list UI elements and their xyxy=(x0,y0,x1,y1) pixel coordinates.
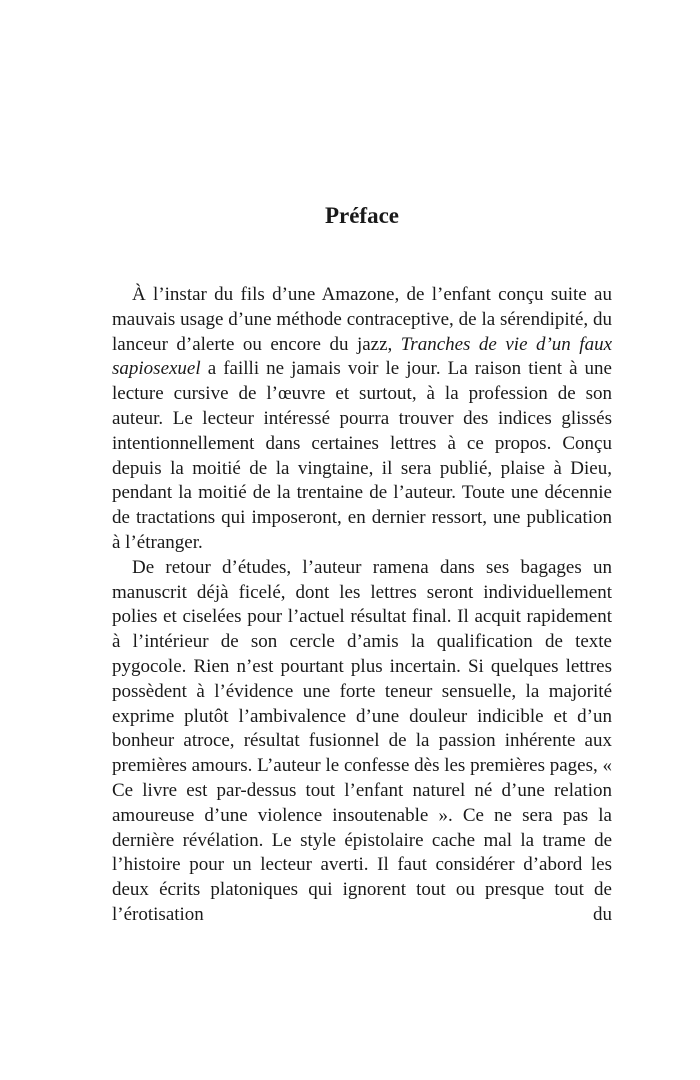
paragraph-1-text-end: a failli ne jamais voir le jour. La raison tient à une lecture cursive de l’œuvre et surtout, à la profession de son auteur. Le lecteur intéressé pourra trouver des indices glissés intentionnellement dans certaines lettres à ce propos. Conçu depuis la moitié de la vingtaine, il sera publié, plaise à Dieu, pendant la moitié de la trentaine de l’auteur. Toute une décennie de tractations qui imposeront, en dernier ressort, une publication à l’étranger. xyxy=(112,358,612,553)
paragraph-2: De retour d’études, l’auteur ramena dans ses bagages un manuscrit déjà ficelé, dont les lettres seront individuellement polies et ciselées pour l’actuel résultat final. Il acquit rapidement à l’intérieur de son cercle d’amis la qualification de texte pygocole. Rien n’est pourtant plus incertain. Si quelques lettres possèdent à l’évidence une forte teneur sensuelle, la majorité exprime plutôt l’ambivalence d’une douleur indicible et d’un bonheur atroce, résultat fusionnel de la passion inhérente aux premières amours. L’auteur le confesse dès les premières pages, « Ce livre est par-dessus tout l’enfant naturel né d’une relation amoureuse d’une violence insoutenable ». Ce ne sera pas la dernière révélation. Le style épistolaire cache mal la trame de l’histoire pour un lecteur averti. Il faut considérer d’abord les deux écrits platoniques qui ignorent tout ou presque tout de l’érotisation du xyxy=(112,556,612,925)
paragraph-1 xyxy=(112,283,612,556)
chapter-title: Préface xyxy=(324,203,400,228)
book-title-italic: Tranches de vie d’un faux sapiosexuel xyxy=(112,333,613,380)
paragraph-1-text-start: À l’instar du fils d’une Amazone, de l’enfant conçu suite au mauvais usage d’une méthode contraceptive, de la sérendipité, du lanceur d’alerte ou encore du jazz, xyxy=(112,284,612,355)
preface-body xyxy=(112,283,612,928)
